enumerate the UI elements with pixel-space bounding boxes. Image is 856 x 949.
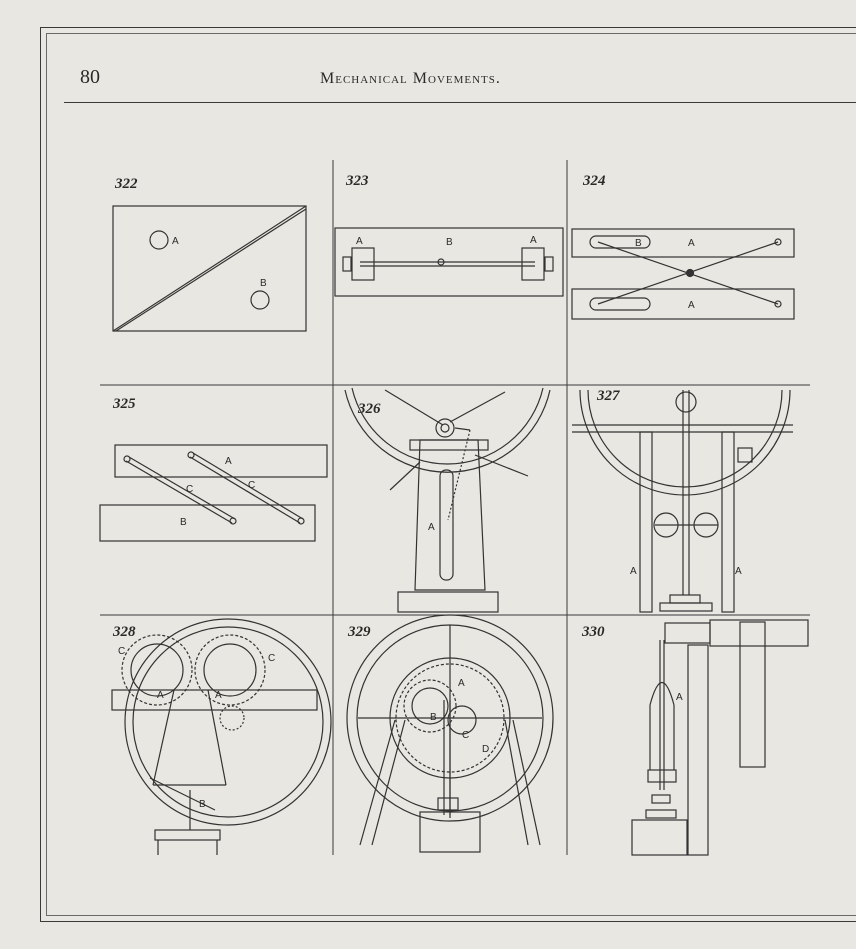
label-a-right: A (735, 566, 742, 577)
figure-number: 322 (115, 176, 138, 192)
label-b: B (199, 799, 206, 810)
label-a-left: A (157, 690, 164, 701)
figure-326 (345, 388, 550, 612)
figure-number: 325 (113, 396, 136, 412)
figure-322 (113, 176, 306, 331)
label-a-top: A (688, 238, 695, 249)
label-a-right: A (215, 690, 222, 701)
label-b: B (430, 712, 437, 723)
label-c-right: C (268, 653, 276, 664)
figure-number: 329 (348, 624, 371, 640)
running-title: Mechanical Movements. (320, 70, 501, 87)
page-number: 80 (80, 66, 100, 88)
label-b: B (446, 237, 453, 248)
label-c-right: C (248, 480, 256, 491)
label-a: A (676, 692, 683, 703)
label-b: B (180, 517, 187, 528)
label-a-right: A (530, 235, 537, 246)
label-b: B (260, 278, 267, 289)
figure-number: 324 (583, 173, 606, 189)
label-a-bottom: A (688, 300, 695, 311)
label-a: A (225, 456, 232, 467)
figure-327 (572, 388, 793, 612)
figure-325 (100, 396, 327, 541)
figure-number: 330 (582, 624, 605, 640)
label-a: A (428, 522, 435, 533)
figure-number: 323 (346, 173, 369, 189)
figure-324 (572, 173, 794, 319)
figure-323 (335, 173, 563, 296)
label-c-left: C (118, 646, 126, 657)
label-c: C (462, 730, 470, 741)
figure-number: 326 (358, 401, 381, 417)
label-b: B (635, 238, 642, 249)
label-a: A (458, 678, 465, 689)
figure-number: 328 (113, 624, 136, 640)
label-d: D (482, 744, 490, 755)
figure-329 (347, 615, 553, 852)
label-a-left: A (630, 566, 637, 577)
figure-number: 327 (597, 388, 620, 404)
label-c-left: C (186, 484, 194, 495)
label-a-left: A (356, 236, 363, 247)
figure-328 (112, 619, 331, 855)
figure-330 (581, 620, 808, 855)
label-a: A (172, 236, 179, 247)
